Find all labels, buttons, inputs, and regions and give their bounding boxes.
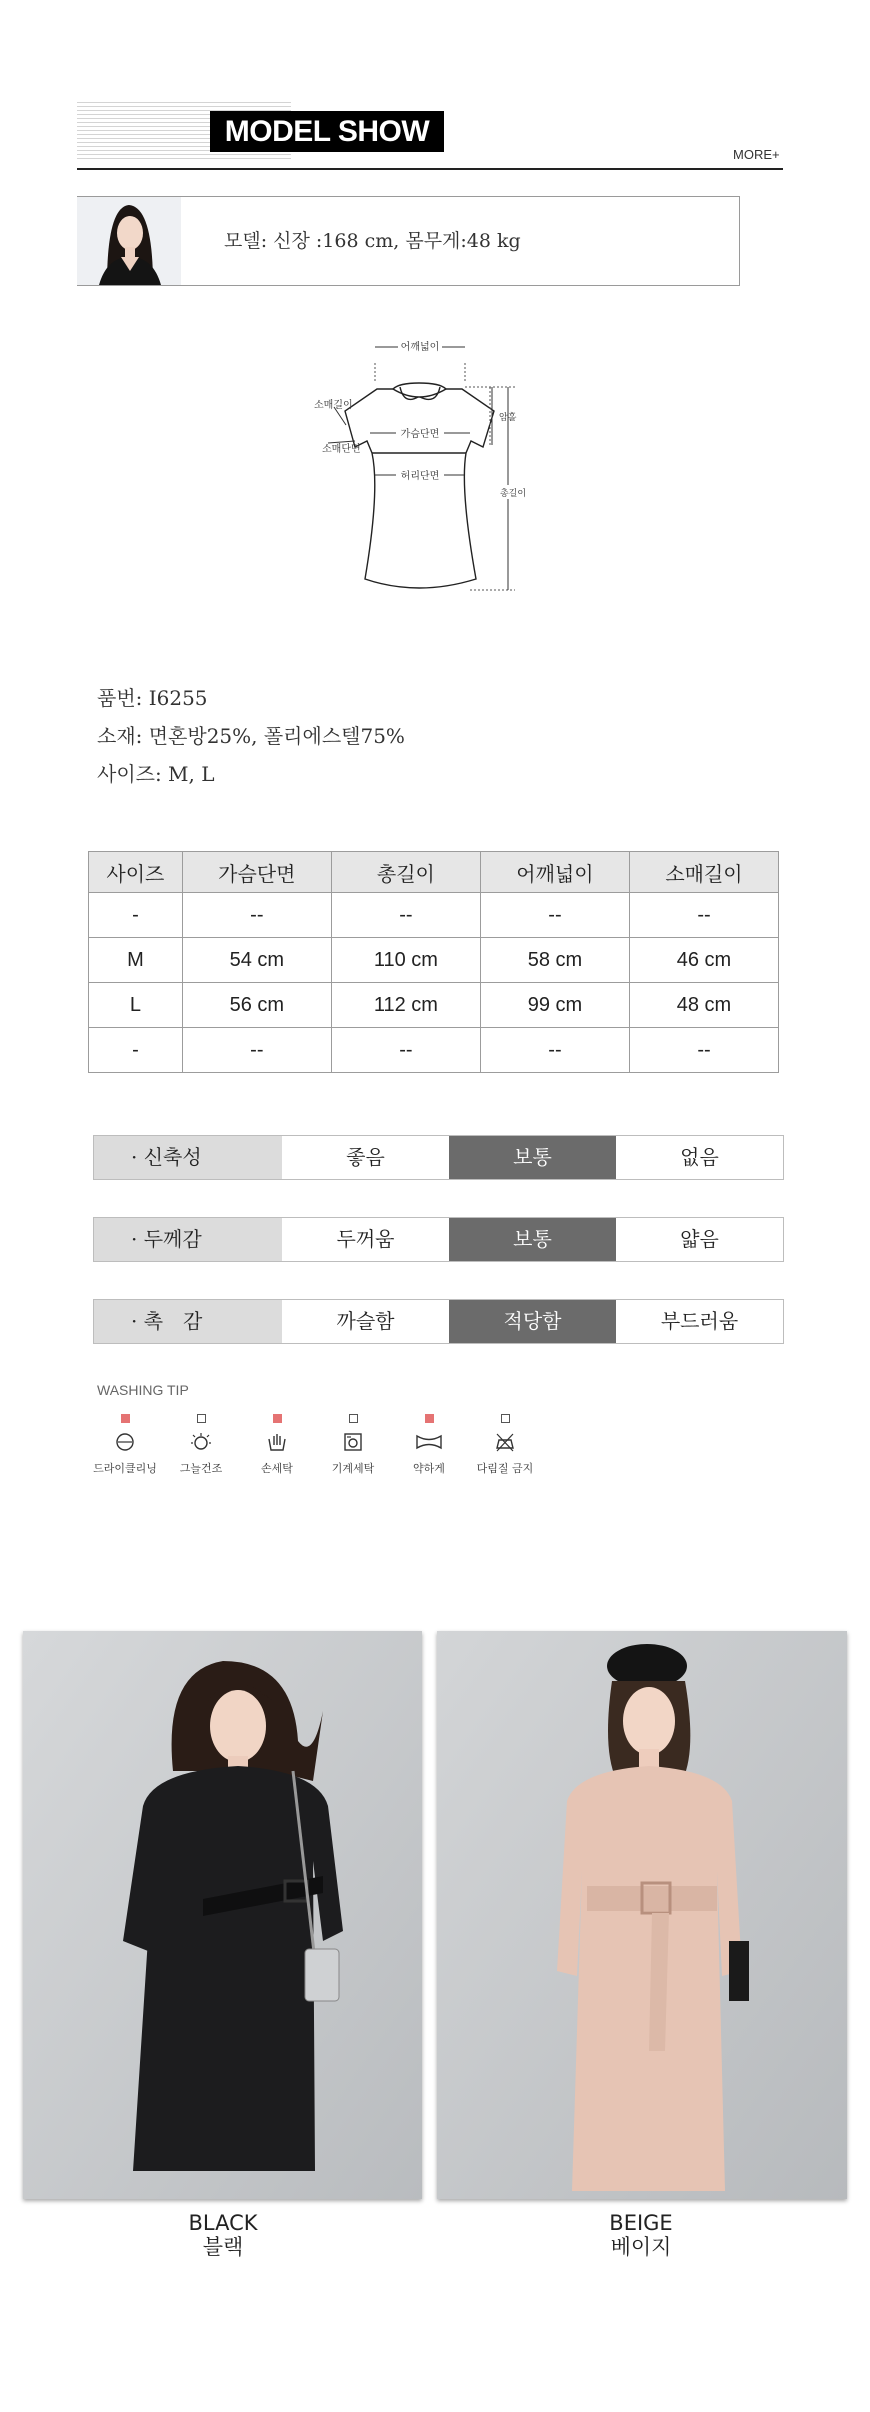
- wash-item-hand-wash: [237, 1414, 317, 1476]
- beige-color-caption: [541, 2211, 741, 2259]
- wash-item-label: 손세탁: [261, 1462, 293, 1475]
- diagram-armhole-label: 암홀: [499, 413, 517, 423]
- attribute-option: 두꺼움: [336, 1227, 395, 1251]
- wash-item-label: 드라이클리닝: [93, 1462, 157, 1475]
- texture-rating: [93, 1299, 784, 1344]
- table-cell: -: [89, 1028, 183, 1073]
- attribute-label: · 촉 감: [94, 1300, 282, 1343]
- wash-item-label: 다림질 금지: [476, 1462, 534, 1475]
- diagram-waist-label: 허리단면: [400, 471, 440, 482]
- attribute-option-selected: 보통: [449, 1218, 616, 1261]
- attribute-option-selected: 적당함: [449, 1300, 616, 1343]
- table-cell: 58 cm: [480, 938, 629, 983]
- attribute-option: 부드러움: [660, 1309, 739, 1333]
- table-cell: --: [480, 893, 629, 938]
- product-sizes: 사이즈: M, L: [97, 762, 215, 786]
- table-row: [89, 938, 779, 983]
- wash-item-label: 기계세탁: [331, 1462, 375, 1475]
- shade-dry-icon: [190, 1431, 212, 1453]
- table-header: 어깨넓이: [480, 852, 629, 893]
- table-header: 총길이: [331, 852, 480, 893]
- table-cell: --: [331, 893, 480, 938]
- table-cell: --: [182, 893, 331, 938]
- table-cell: -: [89, 893, 183, 938]
- table-cell: 99 cm: [480, 983, 629, 1028]
- size-diagram: [300, 335, 560, 635]
- wash-item-no-iron: [465, 1414, 545, 1476]
- diagram-sleeve-width-label: 소매단면: [322, 444, 361, 455]
- stretch-rating: [93, 1135, 784, 1180]
- diagram-shoulder-label: 어깨넓이: [400, 342, 440, 353]
- color-name-ko: 베이지: [610, 2235, 672, 2259]
- checkbox-unchecked: [501, 1414, 510, 1423]
- table-cell: --: [629, 1028, 778, 1073]
- table-cell: 56 cm: [182, 983, 331, 1028]
- table-cell: L: [89, 983, 183, 1028]
- washing-tip-title: WASHING TIP: [97, 1382, 189, 1398]
- wash-item-dry-clean: [85, 1414, 165, 1476]
- checkbox-checked: [425, 1414, 434, 1423]
- table-cell: 112 cm: [331, 983, 480, 1028]
- checkbox-unchecked: [349, 1414, 358, 1423]
- hand-wash-icon: [266, 1431, 288, 1453]
- attribute-label: · 두께감: [94, 1218, 282, 1261]
- table-cell: 110 cm: [331, 938, 480, 983]
- attribute-option: 까슬함: [336, 1309, 395, 1333]
- dry-clean-icon: [114, 1431, 136, 1453]
- color-name-en: BEIGE: [609, 2211, 673, 2235]
- size-table: [88, 851, 779, 1073]
- wash-item-gentle: [389, 1414, 469, 1476]
- color-name-en: BLACK: [188, 2211, 258, 2235]
- table-header-row: [89, 852, 779, 893]
- color-name-ko: 블랙: [202, 2235, 244, 2259]
- table-cell: 48 cm: [629, 983, 778, 1028]
- diagram-sleeve-length-label: 소매길이: [314, 400, 353, 411]
- attribute-label: · 신축성: [94, 1136, 282, 1179]
- attribute-option: 없음: [680, 1145, 719, 1169]
- model-measurements: 모델: 신장 :168 cm, 몸무게:48 kg: [224, 230, 521, 252]
- model-photo: [77, 197, 181, 285]
- attribute-option: 얇음: [680, 1227, 719, 1251]
- table-cell: --: [629, 893, 778, 938]
- attribute-option: 좋음: [346, 1145, 385, 1169]
- product-number: 품번: I6255: [97, 686, 208, 710]
- table-cell: M: [89, 938, 183, 983]
- table-row: [89, 983, 779, 1028]
- table-cell: --: [480, 1028, 629, 1073]
- diagram-total-length-label: 총길이: [499, 489, 527, 499]
- table-cell: --: [182, 1028, 331, 1073]
- wash-item-machine-wash: [313, 1414, 393, 1476]
- section-title: MODEL SHOW: [210, 111, 444, 152]
- thickness-rating: [93, 1217, 784, 1262]
- header-divider: [77, 168, 783, 170]
- black-dress-photo: [23, 1631, 422, 2199]
- beige-dress-photo: [437, 1631, 847, 2199]
- checkbox-checked: [121, 1414, 130, 1423]
- machine-wash-icon: [342, 1431, 364, 1453]
- table-cell: 54 cm: [182, 938, 331, 983]
- table-header: 가슴단면: [182, 852, 331, 893]
- product-material: 소재: 면혼방25%, 폴리에스텔75%: [97, 724, 405, 748]
- checkbox-unchecked: [197, 1414, 206, 1423]
- no-iron-icon: [494, 1431, 516, 1453]
- attribute-option-selected: 보통: [449, 1136, 616, 1179]
- wash-item-label: 약하게: [413, 1462, 445, 1475]
- more-link[interactable]: MORE+: [733, 147, 780, 162]
- wash-item-label: 그늘건조: [179, 1462, 223, 1475]
- table-header: 소매길이: [629, 852, 778, 893]
- table-header: 사이즈: [89, 852, 183, 893]
- table-cell: --: [331, 1028, 480, 1073]
- gentle-icon: [415, 1431, 443, 1453]
- table-cell: 46 cm: [629, 938, 778, 983]
- table-row: [89, 893, 779, 938]
- wash-item-shade-dry: [161, 1414, 241, 1476]
- diagram-chest-label: 가슴단면: [400, 429, 440, 440]
- black-color-caption: [123, 2211, 323, 2259]
- table-row: [89, 1028, 779, 1073]
- checkbox-checked: [273, 1414, 282, 1423]
